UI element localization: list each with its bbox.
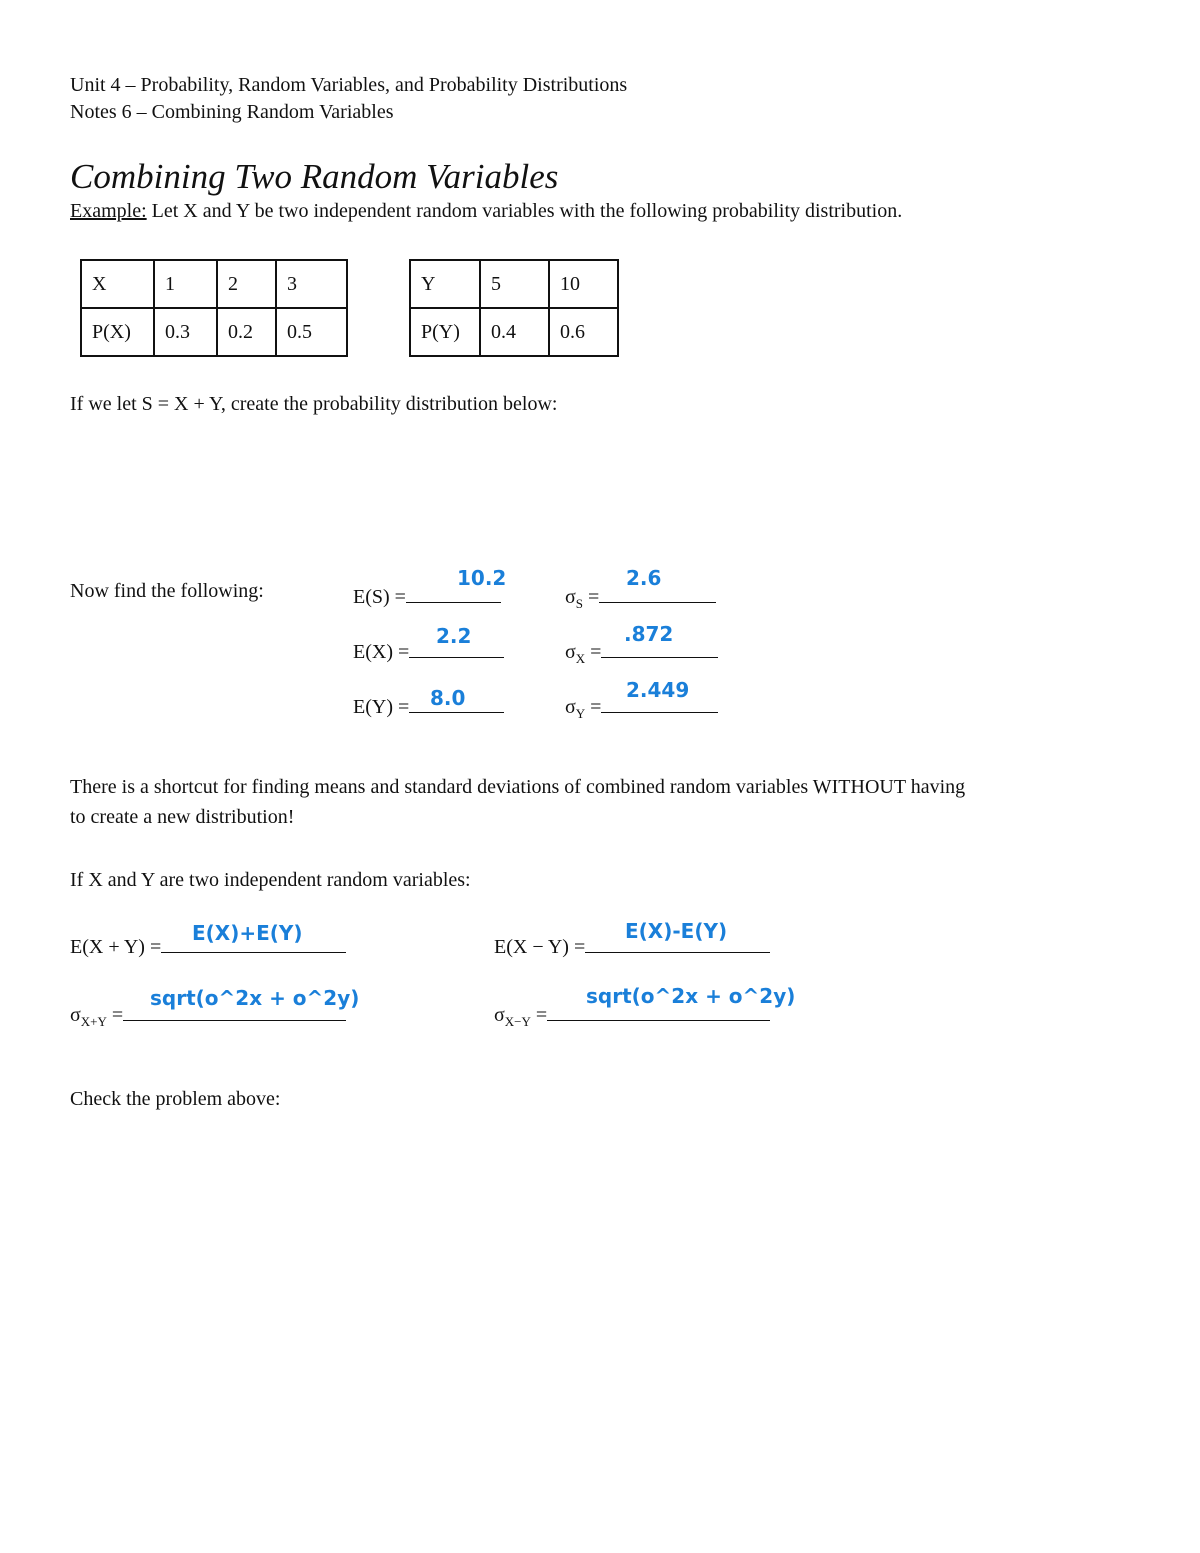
table-row [410, 260, 618, 308]
table-cell: 0.4 [480, 308, 549, 356]
sigma-symbol: σ [565, 696, 576, 718]
table-row [81, 260, 347, 308]
table-cell: 2 [217, 260, 276, 308]
table-cell: 0.3 [154, 308, 217, 356]
e-sum-label: E(X + Y) = [70, 936, 162, 958]
sigma-symbol: σ [70, 1004, 81, 1026]
e-diff-answer: E(X)-E(Y) [625, 919, 728, 943]
example-line [70, 200, 902, 223]
unit-header: Unit 4 – Probability, Random Variables, and Probability Distributions [70, 74, 628, 96]
sigma-subscript: Y [575, 706, 586, 721]
ey-line [353, 690, 504, 719]
table-row [81, 308, 347, 356]
sigma-subscript: X+Y [80, 1014, 107, 1029]
example-text: Let X and Y be two independent random variables with the following probability distribution. [146, 200, 903, 222]
example-label: Example: [70, 200, 147, 222]
ex-line [353, 635, 504, 664]
table-cell: 0.5 [276, 308, 347, 356]
sigma-symbol: σ [565, 586, 576, 608]
sigma-s-answer: 2.6 [626, 566, 662, 590]
table-cell: X [81, 260, 154, 308]
equals-sign: = [585, 696, 602, 718]
table-cell: P(Y) [410, 308, 480, 356]
table-cell: P(X) [81, 308, 154, 356]
table-cell: 1 [154, 260, 217, 308]
equals-sign: = [585, 641, 602, 663]
table-cell: 10 [549, 260, 618, 308]
equals-sign: = [583, 586, 600, 608]
table-y-distribution [409, 259, 619, 357]
table-cell: 0.6 [549, 308, 618, 356]
sigma-subscript: S [575, 596, 584, 611]
sum-distribution-prompt: If we let S = X + Y, create the probability distribution below: [70, 393, 558, 415]
equals-sign: = [530, 1004, 548, 1026]
table-cell: 5 [480, 260, 549, 308]
ex-answer: 2.2 [436, 624, 472, 648]
table-row [410, 308, 618, 356]
ey-label: E(Y) = [353, 696, 410, 718]
es-answer: 10.2 [457, 566, 507, 590]
table-x-distribution [80, 259, 348, 357]
sigma-x-answer: .872 [624, 622, 674, 646]
find-intro: Now find the following: [70, 580, 264, 602]
table-cell: 3 [276, 260, 347, 308]
sigma-subscript: X [575, 651, 586, 666]
check-prompt: Check the problem above: [70, 1088, 281, 1110]
page-title: Combining Two Random Variables [70, 157, 559, 196]
rule-intro: If X and Y are two independent random variables: [70, 869, 471, 891]
shortcut-line-1: There is a shortcut for finding means and standard deviations of combined random variables WITHOUT having [70, 776, 966, 798]
es-label: E(S) = [353, 586, 406, 608]
sigma-symbol: σ [494, 1004, 505, 1026]
table-cell: 0.2 [217, 308, 276, 356]
shortcut-line-2: to create a new distribution! [70, 806, 295, 828]
e-sum-answer: E(X)+E(Y) [192, 921, 303, 945]
notes-header: Notes 6 – Combining Random Variables [70, 101, 394, 123]
sigma-subscript: X−Y [504, 1014, 531, 1029]
e-diff-label: E(X − Y) = [494, 936, 586, 958]
equals-sign: = [106, 1004, 124, 1026]
sigma-symbol: σ [565, 641, 576, 663]
ex-label: E(X) = [353, 641, 410, 663]
sigma-y-answer: 2.449 [626, 678, 690, 702]
ey-answer: 8.0 [430, 686, 466, 710]
sigma-sum-answer: sqrt(o^2x + o^2y) [150, 986, 360, 1010]
table-cell: Y [410, 260, 480, 308]
sigma-diff-answer: sqrt(o^2x + o^2y) [586, 984, 796, 1008]
